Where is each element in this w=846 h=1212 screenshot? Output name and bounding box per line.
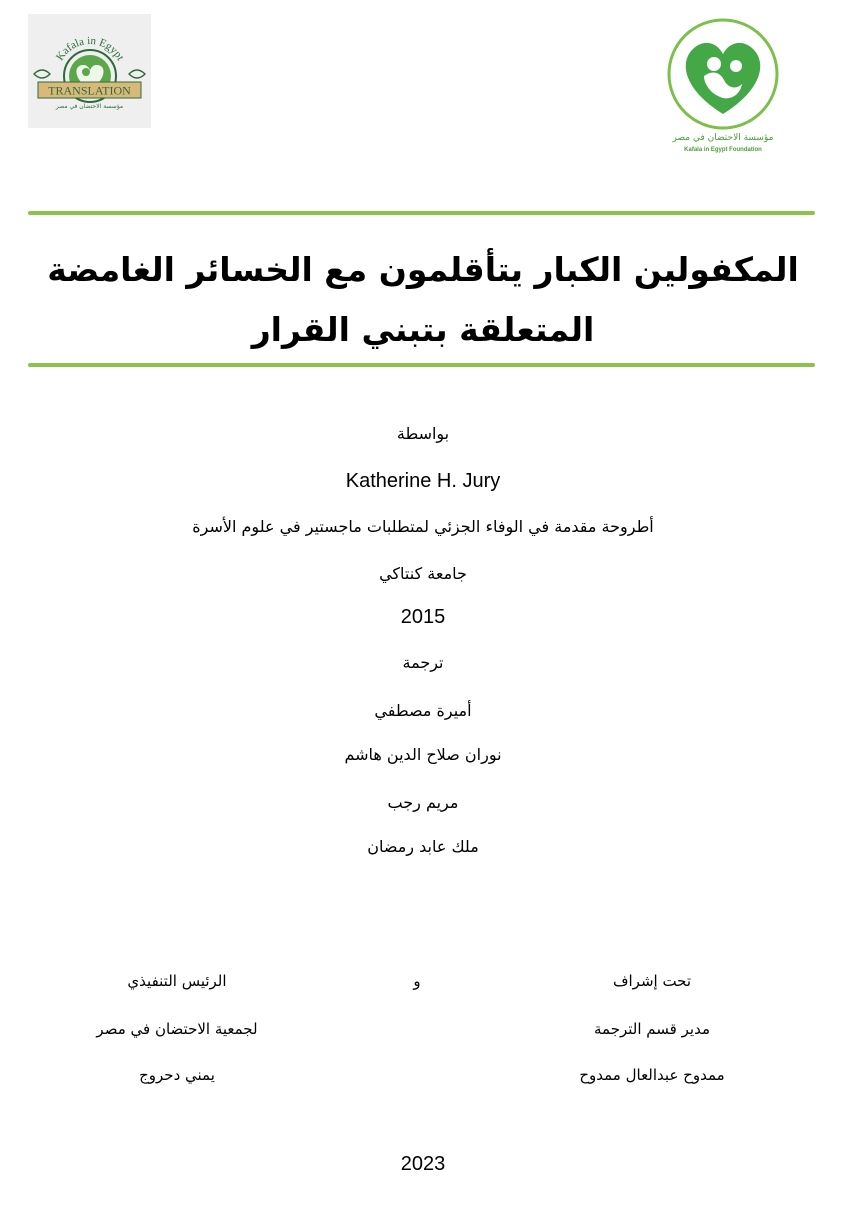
- supervision-heading: تحت إشراف: [612, 972, 692, 990]
- footer-year: 2023: [400, 1153, 446, 1175]
- document-title-line-1: المكفولين الكبار يتأقلمون مع الخسائر الغامضة: [47, 250, 799, 289]
- executive-name: يمني دحروج: [139, 1066, 215, 1084]
- translator-name: مريم رجب: [387, 793, 459, 812]
- supervisor-role: مدير قسم الترجمة: [594, 1020, 710, 1038]
- supervisor-name: ممدوح عبدالعال ممدوح: [579, 1066, 725, 1084]
- foundation-arabic-name: مؤسسة الاحتضان في مصر: [672, 133, 774, 143]
- foundation-english-name: Kafala in Egypt Foundation: [684, 147, 762, 153]
- foundation-logo: [664, 16, 782, 158]
- translation-logo: [28, 14, 151, 128]
- translator-name: نوران صلاح الدين هاشم: [344, 745, 502, 764]
- foundation-heart-icon: [664, 16, 782, 132]
- executive-title: الرئيس التنفيذي: [127, 972, 227, 990]
- executive-organization: لجمعية الاحتضان في مصر: [96, 1020, 258, 1038]
- translation-logo-arc-text: Kafala in Egypt: [53, 34, 127, 63]
- translation-logo-emblem: [28, 14, 151, 128]
- translator-name: أميرة مصطفي: [374, 701, 472, 720]
- supervision-connector: و: [413, 972, 421, 990]
- bottom-divider: [28, 363, 815, 367]
- author-name: Katherine H. Jury: [345, 470, 501, 492]
- translation-logo-subtext: مؤسسة الاحتضان في مصر: [55, 103, 124, 110]
- translation-logo-banner: TRANSLATION: [48, 83, 131, 98]
- thesis-note: أطروحة مقدمة في الوفاء الجزئي لمتطلبات ماجستير في علوم الأسرة: [192, 517, 654, 536]
- translator-name: ملك عابد رمضان: [367, 837, 479, 856]
- top-divider: [28, 211, 815, 215]
- by-label: بواسطة: [396, 424, 450, 443]
- document-title-line-2: المتعلقة بتبني القرار: [251, 310, 595, 349]
- university-name: جامعة كنتاكي: [379, 564, 467, 583]
- translation-label: ترجمة: [402, 653, 444, 672]
- thesis-year: 2015: [400, 606, 446, 628]
